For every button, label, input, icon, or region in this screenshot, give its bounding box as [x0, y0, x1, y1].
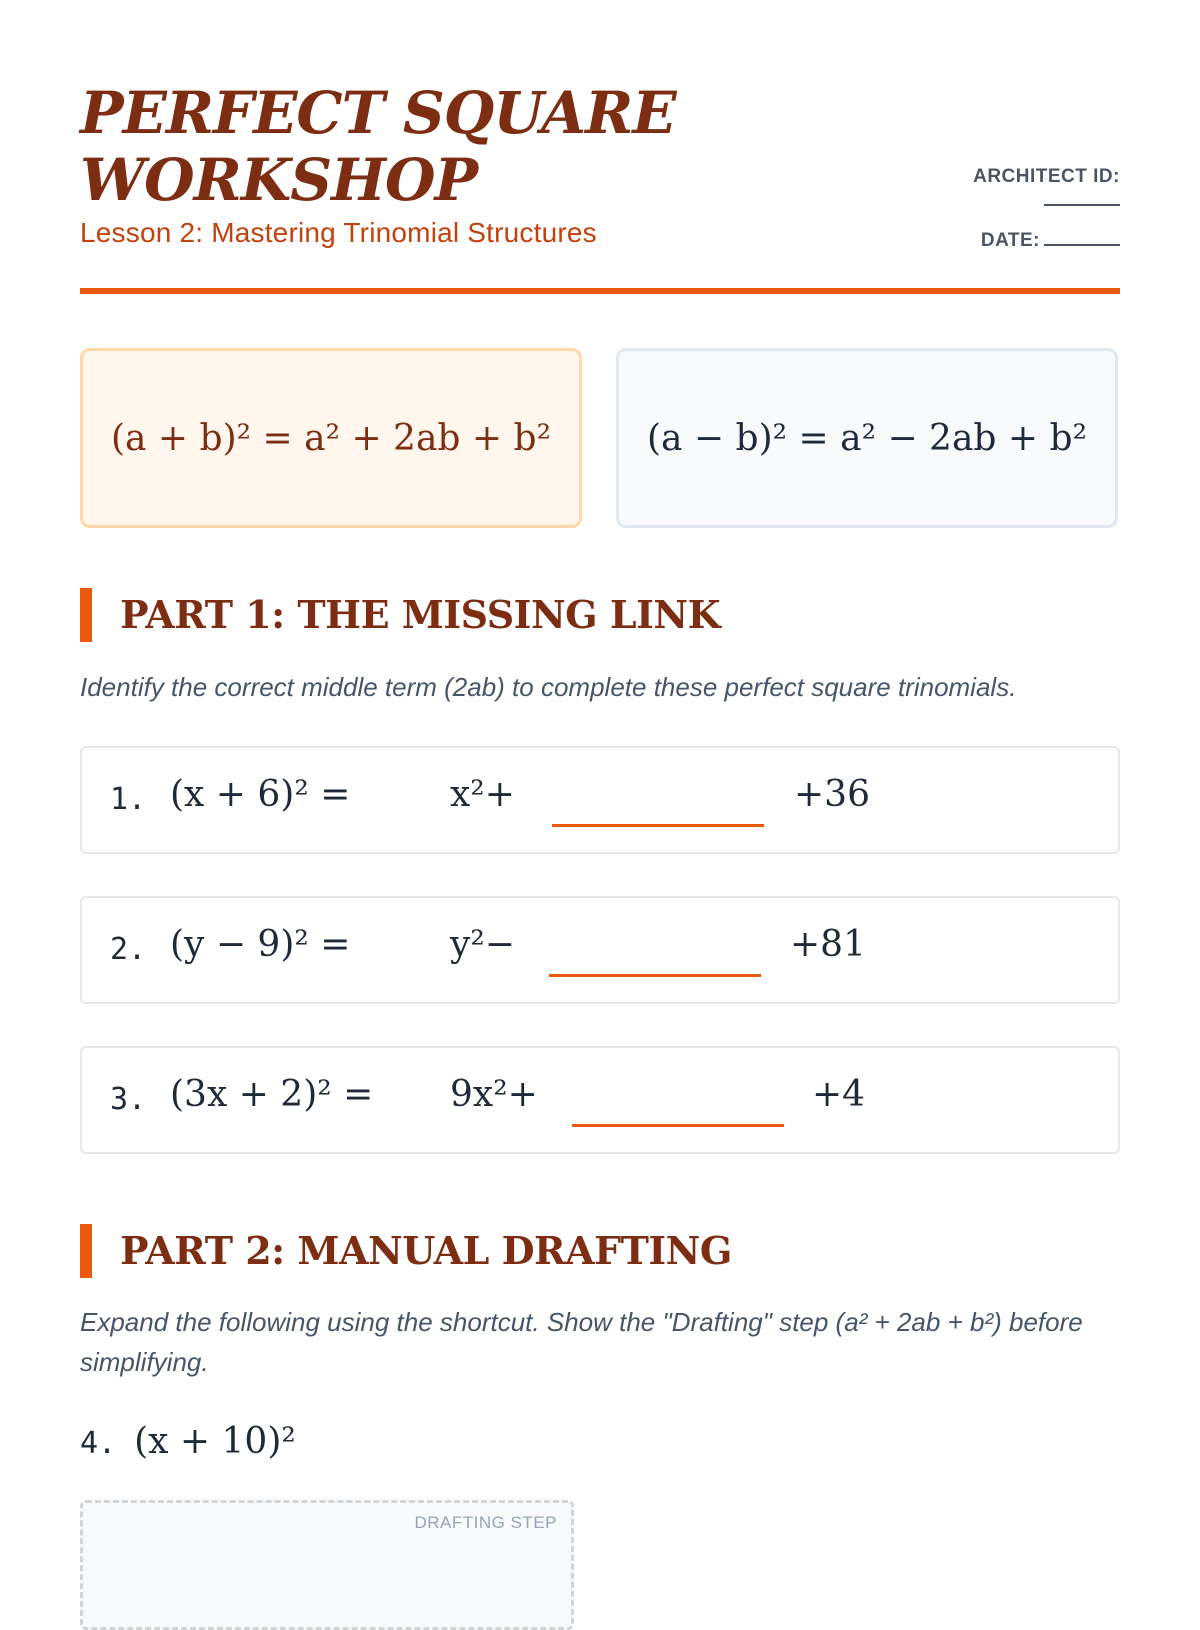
formula-difference-text: (a − b)² = a² − 2ab + b² [646, 417, 1087, 459]
first-term: 9x²+ [450, 1074, 538, 1115]
part1-title: PART 1: THE MISSING LINK [120, 592, 721, 637]
lesson-subtitle: Lesson 2: Mastering Trinomial Structures [80, 217, 597, 248]
last-term: +81 [790, 924, 866, 965]
problem-number: 3. [110, 1082, 147, 1117]
problem-row [80, 1046, 1120, 1154]
problem-number: 4. [80, 1426, 117, 1461]
section-accent-bar [80, 588, 92, 642]
part1-header [80, 588, 1120, 642]
drafting-step-box[interactable] [80, 1500, 574, 1630]
date-label: DATE: [980, 230, 1040, 251]
architect-id-field[interactable] [1044, 202, 1120, 206]
first-term: x²+ [450, 774, 515, 815]
problem-row [80, 746, 1120, 854]
middle-term-blank[interactable] [552, 824, 764, 827]
formula-sum-square [80, 348, 582, 528]
title-line-2: WORKSHOP [80, 146, 478, 214]
middle-term-blank[interactable] [549, 974, 761, 977]
part2-instructions: Expand the following using the shortcut. Show the "Drafting" step (a² + 2ab + b²) before simplifying. [80, 1307, 1083, 1377]
problem-number: 1. [110, 782, 147, 817]
problem-expression: (x + 6)² = [170, 774, 351, 815]
problem-row [80, 896, 1120, 1004]
section-accent-bar [80, 1224, 92, 1278]
date-field[interactable] [1044, 242, 1120, 246]
part2-header [80, 1224, 1120, 1278]
problem-expression: (y − 9)² = [170, 924, 351, 965]
last-term: +4 [812, 1074, 866, 1115]
drafting-step-label: DRAFTING STEP [414, 1513, 557, 1532]
formula-sum-text: (a + b)² = a² + 2ab + b² [110, 417, 551, 459]
last-term: +36 [794, 774, 870, 815]
date-row [973, 230, 1120, 252]
middle-term-blank[interactable] [572, 1124, 784, 1127]
header [80, 80, 1120, 270]
problem-expression: (x + 10)² [134, 1421, 296, 1462]
header-divider [80, 288, 1120, 294]
part2-title: PART 2: MANUAL DRAFTING [120, 1228, 732, 1273]
part1-instructions: Identify the correct middle term (2ab) to complete these perfect square trinomials. [80, 672, 1017, 702]
title-line-1: PERFECT SQUARE [80, 79, 676, 147]
architect-id-label: ARCHITECT ID: [973, 166, 1120, 187]
problem-4 [80, 1420, 296, 1462]
page-title [80, 80, 676, 214]
problem-number: 2. [110, 932, 147, 967]
formula-difference-square [616, 348, 1118, 528]
student-meta [973, 166, 1120, 252]
first-term: y²− [450, 924, 515, 965]
problem-expression: (3x + 2)² = [170, 1074, 374, 1115]
